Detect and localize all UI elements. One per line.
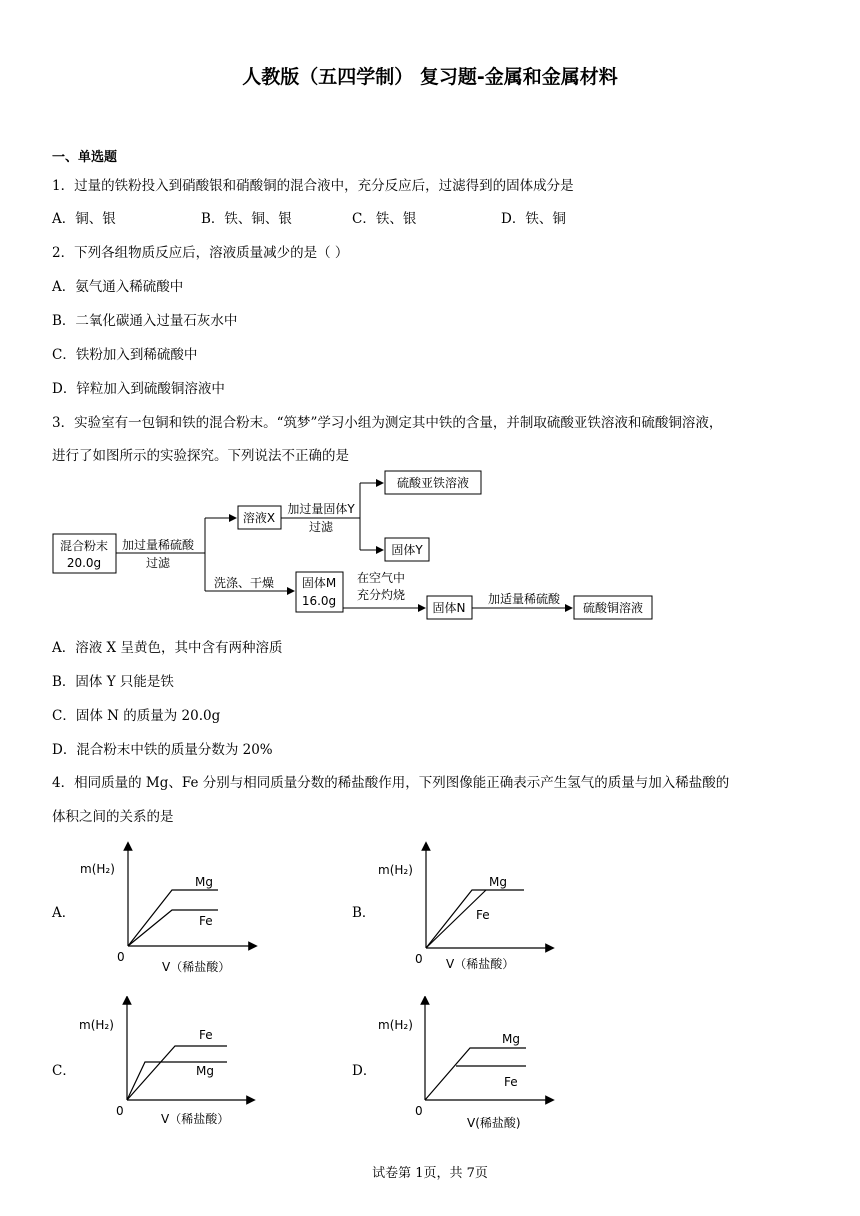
graph-d-top-label: Mg <box>502 1032 520 1046</box>
question-4-line-1: 4．相同质量的 Mg、Fe 分别与相同质量分数的稀盐酸作用，下列图像能正确表示产生氢气的质量与加入稀盐酸的 <box>52 775 730 791</box>
graph-a-bottom-label: Fe <box>199 914 213 928</box>
graph-c-ylabel: m(H₂) <box>79 1018 114 1032</box>
question-4-line-2: 体积之间的关系的是 <box>52 809 174 825</box>
q2-option-c: C．铁粉加入到稀硫酸中 <box>52 347 198 363</box>
q2-option-b: B．二氧化碳通入过量石灰水中 <box>52 313 238 329</box>
q1-option-d: D．铁、铜 <box>501 211 566 227</box>
q4-option-a: A． <box>52 905 76 921</box>
q1-option-c: C．铁、银 <box>352 211 417 227</box>
q2-option-d: D．锌粒加入到硫酸铜溶液中 <box>52 381 225 397</box>
q1-option-b: B．铁、铜、银 <box>201 211 292 227</box>
q3-option-c: C．固体 N 的质量为 20.0g <box>52 708 221 724</box>
mix-powder-label: 混合粉末 <box>59 539 109 553</box>
solid-m-mass: 16.0g <box>301 594 337 608</box>
cuso4-label: 硫酸铜溶液 <box>582 601 644 615</box>
solid-y-label: 固体Y <box>391 543 423 557</box>
experiment-flow-diagram <box>50 466 670 628</box>
graph-c-top-label: Fe <box>199 1028 213 1042</box>
q3-option-b: B．固体 Y 只能是铁 <box>52 674 174 690</box>
graph-a-top-label: Mg <box>195 875 213 889</box>
q4-graph-d <box>374 996 564 1136</box>
question-1-text: 1．过量的铁粉投入到硝酸银和硝酸铜的混合液中，充分反应后，过滤得到的固体成分是 <box>52 178 574 194</box>
q4-option-d: D． <box>352 1063 377 1079</box>
q1-option-a: A．铜、银 <box>52 211 116 227</box>
q4-graph-c <box>75 996 265 1136</box>
graph-b-xlabel: V（稀盐酸） <box>446 957 515 971</box>
question-2-text: 2．下列各组物质反应后，溶液质量减少的是（ ） <box>52 245 349 261</box>
q4-graph-a <box>75 840 265 980</box>
step2-reagent: 加过量固体Y <box>287 502 355 516</box>
mix-powder-mass: 20.0g <box>66 556 102 570</box>
burn-label-1: 在空气中 <box>356 571 406 585</box>
solid-n-label: 固体N <box>432 601 466 615</box>
burn-label-2: 充分灼烧 <box>356 588 406 602</box>
page-footer: 试卷第 1页，共 7页 <box>372 1166 488 1181</box>
graph-b-bottom-label: Fe <box>476 908 490 922</box>
graph-b-top-label: Mg <box>489 875 507 889</box>
q2-option-a: A．氨气通入稀硫酸中 <box>52 279 184 295</box>
step3-reagent: 加适量稀硫酸 <box>487 592 561 606</box>
graph-d-ylabel: m(H₂) <box>378 1018 413 1032</box>
graph-c-xlabel: V（稀盐酸） <box>161 1112 230 1126</box>
graph-a-ylabel: m(H₂) <box>80 862 115 876</box>
q4-option-c: C． <box>52 1063 76 1079</box>
graph-a-xlabel: V（稀盐酸） <box>162 960 231 974</box>
feso4-label: 硫酸亚铁溶液 <box>396 476 470 490</box>
graph-b-ylabel: m(H₂) <box>378 863 413 877</box>
graph-d-bottom-label: Fe <box>504 1075 518 1089</box>
step1-reagent: 加过量稀硫酸 <box>121 538 195 552</box>
graph-a-origin: 0 <box>117 950 125 964</box>
graph-d-origin: 0 <box>415 1104 423 1118</box>
question-3-line-1: 3．实验室有一包铜和铁的混合粉末。“筑梦”学习小组为测定其中铁的含量，并制取硫酸亚铁溶液和硫酸铜溶液， <box>52 415 723 431</box>
q3-option-a: A．溶液 X 呈黄色，其中含有两种溶质 <box>52 640 283 656</box>
wash-dry-label: 洗涤、干燥 <box>213 576 275 590</box>
step2-filter: 过滤 <box>308 520 334 534</box>
question-3-line-2: 进行了如图所示的实验探究。下列说法不正确的是 <box>52 448 349 464</box>
q3-option-d: D．混合粉末中铁的质量分数为 20% <box>52 742 273 758</box>
graph-d-xlabel: V(稀盐酸) <box>467 1116 521 1130</box>
solid-m-label: 固体M <box>301 576 337 590</box>
solution-x-label: 溶液X <box>242 511 276 525</box>
graph-b-origin: 0 <box>415 952 423 966</box>
page-title: 人教版（五四学制） 复习题-金属和金属材料 <box>242 66 618 88</box>
q4-graph-b <box>374 840 564 980</box>
graph-c-origin: 0 <box>116 1104 124 1118</box>
graph-c-bottom-label: Mg <box>196 1064 214 1078</box>
q4-option-b: B． <box>352 905 376 921</box>
section-heading: 一、单选题 <box>52 150 118 165</box>
step1-filter: 过滤 <box>145 556 171 570</box>
